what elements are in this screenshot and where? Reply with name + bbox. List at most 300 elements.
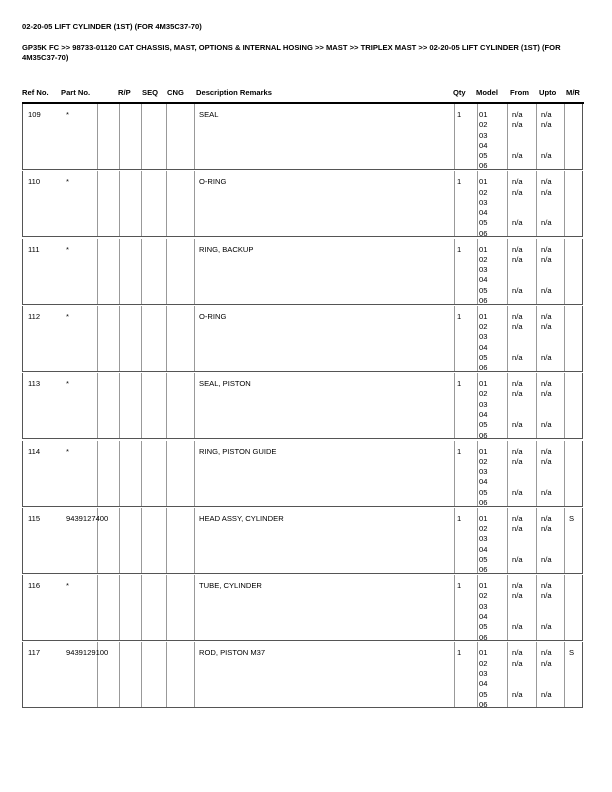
model-value: 06 <box>479 497 488 507</box>
upto-value: n/a <box>541 689 552 699</box>
column-divider <box>97 239 98 304</box>
model-list <box>479 581 487 643</box>
ref-no: 110 <box>28 177 41 187</box>
column-divider <box>141 575 142 640</box>
from-value: n/a <box>512 456 523 466</box>
column-divider <box>194 441 195 506</box>
column-divider <box>119 508 120 573</box>
column-divider <box>119 441 120 506</box>
description: HEAD ASSY, CYLINDER <box>199 513 284 523</box>
model-value: 06 <box>479 228 488 238</box>
part-no: 9439129100 <box>66 648 109 658</box>
model-value: 04 <box>479 275 488 285</box>
upto-value: n/a <box>541 554 552 564</box>
model-list <box>479 379 487 441</box>
column-divider <box>454 441 455 506</box>
qty: 1 <box>457 110 462 119</box>
upto-value <box>541 534 552 544</box>
model-value: 06 <box>479 161 488 171</box>
column-divider <box>141 306 142 371</box>
column-divider <box>194 104 195 169</box>
from-value <box>512 229 523 239</box>
model-value: 02 <box>479 120 488 130</box>
upto-value <box>541 275 552 285</box>
column-divider <box>194 642 195 707</box>
model-value: 03 <box>479 332 488 342</box>
column-divider <box>97 441 98 506</box>
from-value: n/a <box>512 524 523 534</box>
column-divider <box>166 239 167 304</box>
column-divider <box>536 306 537 371</box>
ref-no: 112 <box>28 311 41 321</box>
column-divider <box>97 575 98 640</box>
from-value: n/a <box>512 658 523 668</box>
upto-value: n/a <box>541 244 552 254</box>
from-value <box>512 467 523 477</box>
model-value: 03 <box>479 399 488 409</box>
upto-value: n/a <box>541 177 552 187</box>
upto-value: n/a <box>541 487 552 497</box>
from-value <box>512 332 523 342</box>
column-divider <box>536 642 537 707</box>
from-value: n/a <box>512 254 523 264</box>
upto-value <box>541 669 552 679</box>
from-value: n/a <box>512 446 523 456</box>
column-divider <box>454 373 455 438</box>
upto-value <box>541 410 552 420</box>
model-value: 04 <box>479 140 488 150</box>
column-divider <box>507 642 508 707</box>
column-divider <box>454 239 455 304</box>
from-value: n/a <box>512 218 523 228</box>
from-list <box>512 379 523 441</box>
from-value <box>512 633 523 643</box>
upto-list <box>541 379 552 441</box>
from-value: n/a <box>512 581 523 591</box>
upto-list <box>541 110 552 172</box>
from-list <box>512 514 523 576</box>
from-value: n/a <box>512 689 523 699</box>
table-row <box>22 239 583 305</box>
model-value: 01 <box>479 311 488 321</box>
header-qty: Qty <box>453 88 466 97</box>
column-divider <box>454 306 455 371</box>
from-value <box>512 363 523 373</box>
upto-value <box>541 498 552 508</box>
from-value: n/a <box>512 591 523 601</box>
from-value <box>512 612 523 622</box>
model-list <box>479 177 487 239</box>
table-row <box>22 441 583 507</box>
from-value: n/a <box>512 244 523 254</box>
model-value: 03 <box>479 467 488 477</box>
model-list <box>479 514 487 576</box>
column-divider <box>564 441 565 506</box>
upto-value: n/a <box>541 110 552 119</box>
column-divider <box>454 642 455 707</box>
upto-value: n/a <box>541 581 552 591</box>
header-from: From <box>510 88 529 97</box>
model-value: 06 <box>479 296 488 306</box>
column-divider <box>194 575 195 640</box>
column-divider <box>166 441 167 506</box>
model-value: 03 <box>479 197 488 207</box>
column-divider <box>477 104 478 169</box>
column-divider <box>507 104 508 169</box>
from-value <box>512 265 523 275</box>
upto-value: n/a <box>541 648 552 658</box>
from-value: n/a <box>512 120 523 130</box>
column-divider <box>141 441 142 506</box>
model-list <box>479 245 487 307</box>
model-value: 05 <box>479 218 488 228</box>
model-value: 01 <box>479 446 488 456</box>
column-divider <box>507 171 508 236</box>
model-value: 01 <box>479 648 488 658</box>
table-row <box>22 508 583 574</box>
description: SEAL <box>199 110 219 119</box>
table-row <box>22 171 583 237</box>
description: O-RING <box>199 177 227 187</box>
part-no: * <box>66 177 69 187</box>
model-value: 02 <box>479 456 488 466</box>
model-value: 02 <box>479 591 488 601</box>
upto-value <box>541 602 552 612</box>
from-value <box>512 602 523 612</box>
column-divider <box>454 104 455 169</box>
model-value: 04 <box>479 544 488 554</box>
column-divider <box>166 642 167 707</box>
column-divider <box>119 306 120 371</box>
ref-no: 117 <box>28 648 41 658</box>
model-value: 01 <box>479 110 488 119</box>
upto-value: n/a <box>541 524 552 534</box>
upto-value <box>541 400 552 410</box>
model-value: 05 <box>479 151 488 161</box>
column-divider <box>564 642 565 707</box>
model-value: 02 <box>479 254 488 264</box>
table-row <box>22 575 583 641</box>
upto-value: n/a <box>541 187 552 197</box>
description: RING, BACKUP <box>199 244 254 254</box>
column-divider <box>507 239 508 304</box>
part-no: * <box>66 244 69 254</box>
from-value: n/a <box>512 554 523 564</box>
column-divider <box>141 171 142 236</box>
column-divider <box>166 171 167 236</box>
model-value: 02 <box>479 658 488 668</box>
column-divider <box>536 441 537 506</box>
part-no: * <box>66 379 69 389</box>
upto-value: n/a <box>541 420 552 430</box>
mr-flag: S <box>569 648 575 658</box>
upto-value <box>541 141 552 151</box>
ref-no: 113 <box>28 379 41 389</box>
ref-no: 109 <box>28 110 41 119</box>
from-value <box>512 565 523 575</box>
qty: 1 <box>457 648 462 658</box>
from-value: n/a <box>512 420 523 430</box>
ref-no: 111 <box>28 244 40 254</box>
column-divider <box>454 508 455 573</box>
model-value: 06 <box>479 430 488 440</box>
upto-value: n/a <box>541 379 552 389</box>
model-value: 05 <box>479 420 488 430</box>
upto-value <box>541 198 552 208</box>
from-value <box>512 545 523 555</box>
header-cng: CNG <box>167 88 184 97</box>
qty: 1 <box>457 446 462 456</box>
column-divider <box>477 306 478 371</box>
header-mr: M/R <box>566 88 580 97</box>
header-ref-no: Ref No. <box>22 88 49 97</box>
part-no: * <box>66 446 69 456</box>
column-divider <box>141 508 142 573</box>
column-divider <box>166 306 167 371</box>
upto-value: n/a <box>541 446 552 456</box>
model-value: 05 <box>479 285 488 295</box>
upto-value: n/a <box>541 389 552 399</box>
column-divider <box>141 373 142 438</box>
column-divider <box>166 575 167 640</box>
qty: 1 <box>457 311 462 321</box>
model-list <box>479 447 487 509</box>
model-list <box>479 312 487 374</box>
upto-value: n/a <box>541 285 552 295</box>
model-value: 04 <box>479 679 488 689</box>
from-value <box>512 534 523 544</box>
model-value: 01 <box>479 177 488 187</box>
upto-value: n/a <box>541 120 552 130</box>
model-value: 02 <box>479 187 488 197</box>
ref-no: 115 <box>28 513 41 523</box>
upto-value <box>541 296 552 306</box>
header-model: Model <box>476 88 498 97</box>
column-divider <box>507 575 508 640</box>
column-divider <box>194 373 195 438</box>
column-divider <box>454 171 455 236</box>
column-divider <box>119 575 120 640</box>
qty: 1 <box>457 513 462 523</box>
from-list <box>512 177 523 239</box>
from-value <box>512 161 523 171</box>
column-divider <box>477 373 478 438</box>
model-value: 04 <box>479 342 488 352</box>
model-value: 04 <box>479 208 488 218</box>
model-value: 04 <box>479 410 488 420</box>
from-list <box>512 245 523 307</box>
upto-value <box>541 477 552 487</box>
column-divider <box>536 373 537 438</box>
table-row <box>22 642 583 708</box>
column-divider <box>564 508 565 573</box>
column-divider <box>194 508 195 573</box>
column-divider <box>564 306 565 371</box>
model-value: 01 <box>479 513 488 523</box>
from-list <box>512 312 523 374</box>
qty: 1 <box>457 379 462 389</box>
column-divider <box>536 575 537 640</box>
column-divider <box>97 171 98 236</box>
column-divider <box>564 373 565 438</box>
qty: 1 <box>457 581 462 591</box>
model-list <box>479 648 487 710</box>
description: TUBE, CYLINDER <box>199 581 262 591</box>
upto-value <box>541 363 552 373</box>
column-divider <box>507 306 508 371</box>
model-value: 04 <box>479 611 488 621</box>
description: SEAL, PISTON <box>199 379 251 389</box>
page-title: 02-20-05 LIFT CYLINDER (1ST) (FOR 4M35C37-70) <box>22 22 202 31</box>
description: ROD, PISTON M37 <box>199 648 266 658</box>
from-list <box>512 581 523 643</box>
from-list <box>512 648 523 710</box>
upto-value <box>541 565 552 575</box>
from-value <box>512 275 523 285</box>
model-value: 05 <box>479 554 488 564</box>
from-value <box>512 431 523 441</box>
model-list <box>479 110 487 172</box>
model-value: 06 <box>479 363 488 373</box>
from-value <box>512 700 523 710</box>
model-value: 05 <box>479 622 488 632</box>
upto-value <box>541 332 552 342</box>
column-divider <box>166 508 167 573</box>
from-value <box>512 477 523 487</box>
header-upto: Upto <box>539 88 557 97</box>
model-value: 06 <box>479 699 488 709</box>
table-row <box>22 306 583 372</box>
upto-value <box>541 229 552 239</box>
from-value: n/a <box>512 622 523 632</box>
model-value: 03 <box>479 130 488 140</box>
model-value: 03 <box>479 534 488 544</box>
upto-value <box>541 131 552 141</box>
column-divider <box>141 239 142 304</box>
model-value: 02 <box>479 389 488 399</box>
header-rp: R/P <box>118 88 131 97</box>
from-value: n/a <box>512 311 523 321</box>
column-divider <box>119 642 120 707</box>
from-value <box>512 208 523 218</box>
upto-value <box>541 431 552 441</box>
column-divider <box>194 171 195 236</box>
model-value: 03 <box>479 668 488 678</box>
column-divider <box>119 373 120 438</box>
upto-value: n/a <box>541 311 552 321</box>
upto-value <box>541 679 552 689</box>
upto-value: n/a <box>541 456 552 466</box>
part-no: * <box>66 311 69 321</box>
model-value: 06 <box>479 632 488 642</box>
column-divider <box>119 104 120 169</box>
column-divider <box>477 171 478 236</box>
column-divider <box>536 104 537 169</box>
upto-value: n/a <box>541 353 552 363</box>
ref-no: 114 <box>28 446 41 456</box>
column-divider <box>194 239 195 304</box>
upto-value <box>541 545 552 555</box>
upto-list <box>541 312 552 374</box>
upto-value: n/a <box>541 218 552 228</box>
column-divider <box>564 171 565 236</box>
qty: 1 <box>457 177 462 187</box>
upto-value <box>541 467 552 477</box>
from-value: n/a <box>512 389 523 399</box>
upto-value: n/a <box>541 254 552 264</box>
from-value <box>512 400 523 410</box>
from-value: n/a <box>512 648 523 658</box>
upto-value <box>541 612 552 622</box>
upto-value: n/a <box>541 151 552 161</box>
upto-list <box>541 177 552 239</box>
column-divider <box>477 508 478 573</box>
column-divider <box>119 171 120 236</box>
from-value: n/a <box>512 513 523 523</box>
from-value <box>512 198 523 208</box>
from-value <box>512 141 523 151</box>
column-divider <box>507 441 508 506</box>
model-value: 01 <box>479 581 488 591</box>
upto-value <box>541 208 552 218</box>
header-part-no: Part No. <box>61 88 91 97</box>
upto-list <box>541 514 552 576</box>
column-divider <box>507 373 508 438</box>
part-no: 9439127400 <box>66 513 109 523</box>
column-divider <box>536 171 537 236</box>
column-divider <box>141 104 142 169</box>
model-value: 05 <box>479 353 488 363</box>
from-value: n/a <box>512 322 523 332</box>
from-value: n/a <box>512 151 523 161</box>
column-divider <box>166 104 167 169</box>
column-divider <box>97 104 98 169</box>
column-divider <box>564 104 565 169</box>
upto-value: n/a <box>541 658 552 668</box>
column-divider <box>477 239 478 304</box>
model-value: 01 <box>479 244 488 254</box>
description: RING, PISTON GUIDE <box>199 446 277 456</box>
column-divider <box>194 306 195 371</box>
column-divider <box>166 373 167 438</box>
model-value: 05 <box>479 487 488 497</box>
ref-no: 116 <box>28 581 41 591</box>
upto-value <box>541 633 552 643</box>
table-row <box>22 373 583 439</box>
column-divider <box>564 575 565 640</box>
upto-list <box>541 648 552 710</box>
column-divider <box>477 575 478 640</box>
from-value <box>512 343 523 353</box>
upto-value <box>541 700 552 710</box>
from-value <box>512 296 523 306</box>
model-value: 02 <box>479 524 488 534</box>
upto-value: n/a <box>541 322 552 332</box>
model-value: 02 <box>479 322 488 332</box>
column-divider <box>536 508 537 573</box>
header-seq: SEQ <box>142 88 159 97</box>
from-value: n/a <box>512 187 523 197</box>
model-value: 04 <box>479 477 488 487</box>
mr-flag: S <box>569 513 575 523</box>
column-divider <box>477 441 478 506</box>
column-divider <box>564 239 565 304</box>
header-description: Description Remarks <box>196 88 272 97</box>
upto-value <box>541 161 552 171</box>
column-divider <box>141 642 142 707</box>
upto-value <box>541 343 552 353</box>
upto-value: n/a <box>541 622 552 632</box>
